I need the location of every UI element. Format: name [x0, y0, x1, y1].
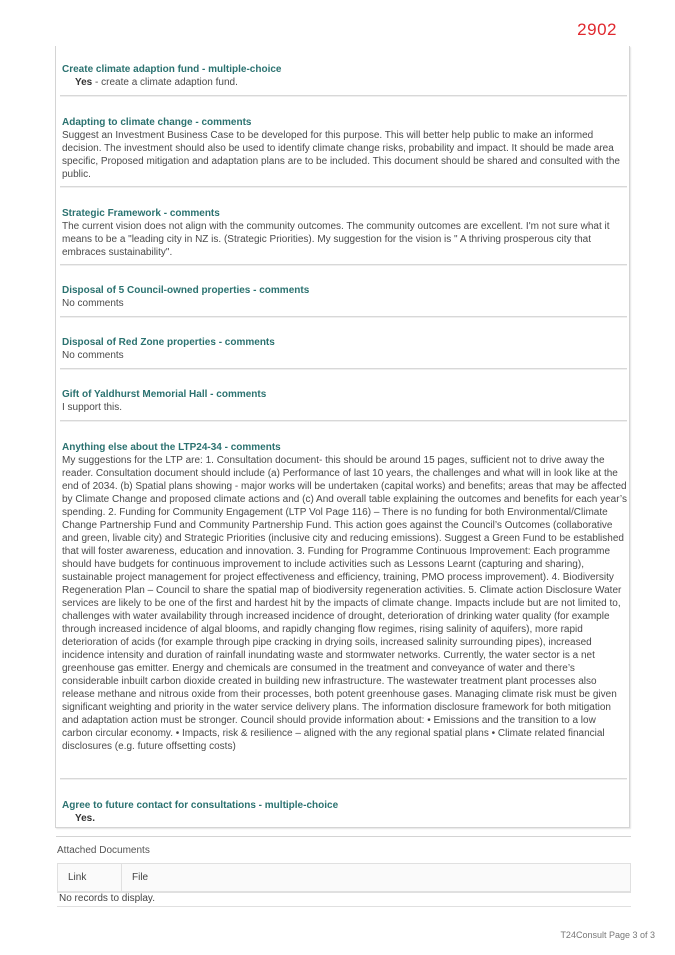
- answer-text: Suggest an Investment Business Case to be developed for this purpose. This will better help public to make an informed decision. The investment should also be used to identify climate change risks, probability and impact. It should be made area specific, Proposed mitigation and adaptation plans are to be included. This document should be shared and consulted with the public.: [62, 130, 620, 180]
- divider: [60, 420, 627, 421]
- answer-text: My suggestions for the LTP are: 1. Consultation document- this should be around 15 pages, sufficient not to drive away the reader. Consultation document should include (a) Performance of last 10 years, the challenges and what will in look like at the end of 2034. (b) Spatial plans showing - major works will be undertaken (capital works) and benefits; areas that may be affected by Climate Change and proposed climate actions and (c) And overall table explaining the outcomes and benefits for each year’s spending. 2. Funding for Community Engagement (LTP Vol Page 116) – There is no funding for both Environmental/Climate Change Partnership Fund and Community Partnership Fund. This action goes against the Council’s Outcomes (collaborative and green, livable city) and Strategic Priorities (inclusive city and reducing emissions). Suggest a Green Fund to be established that will foster awareness, education and innovation. 3. Funding for Programme Continuous Improvement: Each programme should have budgets for continuous improvement to include activities such as Lessons Learnt (capturing and sharing), sustainable project management for project effectiveness and efficiency, training, PMO process improvement). 4. Biodiversity Regeneration Plan – Council to share the spatial map of biodiversity regeneration activities. 5. Climate action Disclosure Water services are likely to be one of the first and hardest hit by the impacts of climate change. Impacts include but are not limited to, challenges with water availability through increased incidence of drought, deterioration of drinking water quality (for example through increased incidence of algal blooms, and rapidly changing flow regimes, rising salinity of aquifers), more rapid deterioration of acids (for example through pipe cracking in drying soils, increased salinity surrounding pipes), increased incidence intensity and duration of rainfall inundating waste and stormwater networks. Currently, the water sector is a net greenhouse gas emitter. Energy and chemicals are consumed in the treatment and conveyance of water and there’s considerable inbuilt carbon dioxide created in building new infrastructure. The wastewater treatment plant processes also release methane and nitrous oxide from their processes, both potent greenhouse gases. Managing climate risk must be given significant weighting and priority in the water service delivery plans. The information disclosure framework for both mitigation and adaptation action must be stronger. Council should provide information about: • Emissions and the transition to a low carbon circular economy. • Impacts, risk & resilience – aligned with the any regional spatial plans • Climate related financial disclosures (e.g. future offsetting costs): [62, 455, 627, 752]
- answer-text: [62, 76, 627, 89]
- answer-item-disposal-red-zone: [62, 336, 627, 362]
- table-bottom-border: [57, 906, 631, 907]
- divider: [60, 186, 627, 187]
- divider: [60, 778, 627, 779]
- divider: [60, 316, 627, 317]
- section-divider: [56, 836, 631, 837]
- answer-item-anything-else: [62, 441, 627, 753]
- question-title: Gift of Yaldhurst Memorial Hall - comments: [62, 389, 267, 400]
- question-title: Anything else about the LTP24-34 - comments: [62, 442, 281, 453]
- answer-item-climate-adaption-fund: [62, 63, 627, 89]
- answer-item-future-contact: [62, 799, 627, 825]
- question-title: Strategic Framework - comments: [62, 208, 220, 219]
- question-title: Create climate adaption fund - multiple-choice: [62, 64, 282, 75]
- table-header: [58, 864, 630, 892]
- answer-item-strategic-framework: [62, 207, 627, 259]
- column-header-file[interactable]: File: [132, 872, 149, 883]
- page-footer: T24Consult Page 3 of 3: [560, 930, 655, 940]
- answer-item-adapting-climate-change: [62, 116, 627, 181]
- answer-item-yaldhurst-hall: [62, 388, 627, 414]
- answer-choice: Yes.: [75, 813, 96, 824]
- question-title: Agree to future contact for consultations - multiple-choice: [62, 800, 339, 811]
- question-title: Disposal of Red Zone properties - comments: [62, 337, 275, 348]
- question-title: Disposal of 5 Council-owned properties - comments: [62, 285, 310, 296]
- page-number: 2902: [577, 20, 617, 39]
- empty-table-message: No records to display.: [59, 893, 155, 904]
- divider: [60, 264, 627, 265]
- answer-choice: Yes: [75, 77, 93, 88]
- column-header-link[interactable]: Link: [58, 864, 122, 891]
- answer-detail: - create a climate adaption fund.: [92, 77, 238, 88]
- answer-text: No comments: [62, 350, 124, 361]
- answer-item-disposal-council-properties: [62, 284, 627, 310]
- attached-documents-table: [57, 863, 631, 893]
- answer-text: [62, 812, 627, 825]
- attached-documents-title: Attached Documents: [57, 845, 150, 856]
- divider: [60, 368, 627, 369]
- question-title: Adapting to climate change - comments: [62, 117, 252, 128]
- divider: [60, 95, 627, 96]
- answer-text: The current vision does not align with the community outcomes. The community outcomes are excellent. I'm not sure what it means to be a "leading city in NZ is. (Strategic Priorities). My suggestion for the vision is " A thriving prosperous city that embraces sustainability".: [62, 221, 610, 258]
- answer-text: No comments: [62, 298, 124, 309]
- answer-text: I support this.: [62, 402, 123, 413]
